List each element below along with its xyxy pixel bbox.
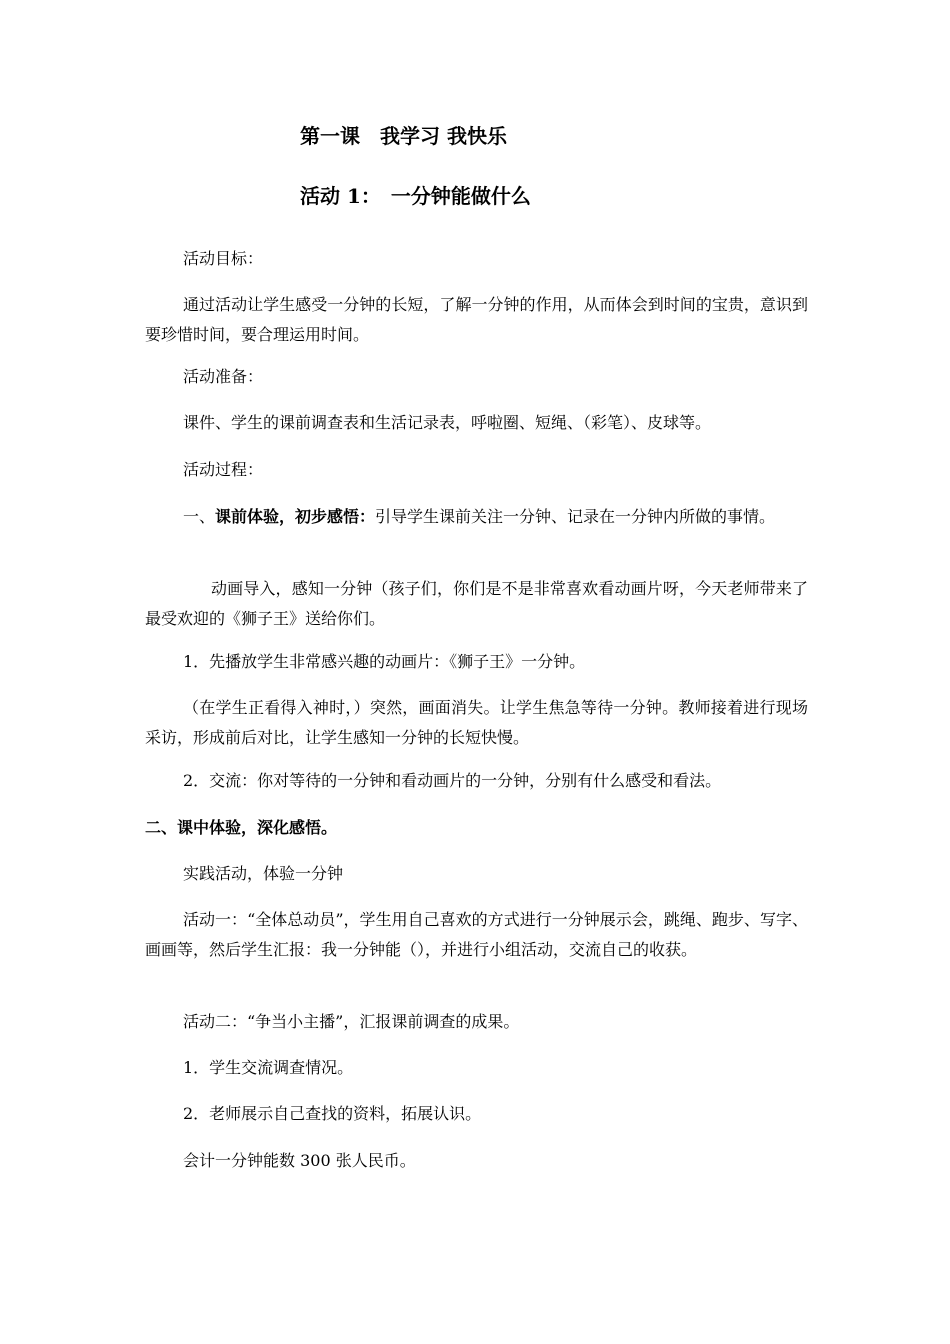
practice-text: 实践活动，体验一分钟	[183, 864, 344, 883]
goal-text: 通过活动让学生感受一分钟的长短，了解一分钟的作用，从而体会到时间的宝贵，意识到要珍惜时间，要合理运用时间。	[145, 295, 808, 344]
process-heading: 活动过程：	[183, 460, 264, 479]
intro-text: 动画导入，感知一分钟（孩子们，你们是不是非常喜欢看动画片呀，今天老师带来了最受欢迎的《狮子王》送给你们。	[145, 579, 808, 628]
step1-rest: 引导学生课前关注一分钟、记录在一分钟内所做的事情。	[375, 507, 776, 526]
goal-heading: 活动目标：	[183, 249, 264, 268]
prep-heading: 活动准备：	[183, 367, 264, 386]
lesson-title: 第一课 我学习 我快乐	[300, 124, 507, 148]
activity-subtitle: 活动 1： 一分钟能做什么	[300, 184, 531, 208]
item1: 1．先播放学生非常感兴趣的动画片：《狮子王》一分钟。	[183, 652, 586, 671]
fact1: 会计一分钟能数 300 张人民币。	[183, 1151, 416, 1170]
sub1: 1．学生交流调查情况。	[183, 1058, 354, 1077]
step1-bold: 课前体验，初步感悟：	[215, 507, 376, 526]
step1-paragraph	[145, 502, 808, 532]
step1-prefix: 一、	[183, 507, 216, 526]
activity2: 活动二：“争当小主播”，汇报课前调查的成果。	[183, 1012, 520, 1031]
prep-text: 课件、学生的课前调查表和生活记录表，呼啦圈、短绳、（彩笔）、皮球等。	[183, 413, 712, 432]
activity1: 活动一：“全体总动员”，学生用自己喜欢的方式进行一分钟展示会，跳绳、跑步、写字、画画等，然后学生汇报：我一分钟能（），并进行小组活动，交流自己的收获。	[145, 910, 808, 959]
item1-note: （在学生正看得入神时，）突然，画面消失。让学生焦急等待一分钟。教师接着进行现场采访，形成前后对比，让学生感知一分钟的长短快慢。	[145, 698, 808, 747]
item2: 2．交流：你对等待的一分钟和看动画片的一分钟，分别有什么感受和看法。	[183, 771, 722, 790]
sub2: 2．老师展示自己查找的资料，拓展认识。	[183, 1104, 482, 1123]
step2-heading: 二、课中体验，深化感悟。	[145, 818, 338, 837]
